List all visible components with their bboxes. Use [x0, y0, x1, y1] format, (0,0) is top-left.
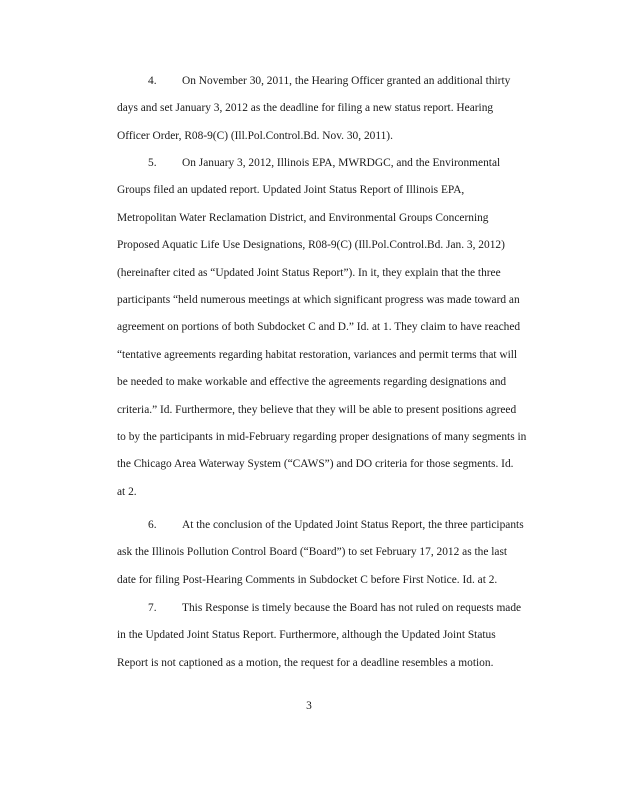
- paragraph-line: at 2.: [117, 485, 137, 498]
- paragraph-line: criteria.” Id. Furthermore, they believe that they will be able to present positions agreed: [117, 403, 517, 416]
- paragraph-4: [117, 68, 547, 150]
- paragraph-line: to by the participants in mid-February regarding proper designations of many segments in: [117, 431, 527, 444]
- paragraph-number: 4.: [148, 75, 157, 87]
- paragraph-line: days and set January 3, 2012 as the deadline for filing a new status report. Hearing: [117, 102, 494, 115]
- paragraph-first-line: 5. On January 3, 2012, Illinois EPA, MWRDGC, and the Environmental: [117, 150, 547, 177]
- page-number: 3: [306, 700, 312, 712]
- paragraph-first-line: 7. This Response is timely because the Board has not ruled on requests made: [117, 595, 547, 622]
- paragraph-7: [117, 595, 547, 677]
- paragraph-line: Report is not captioned as a motion, the request for a deadline resembles a motion.: [117, 656, 494, 669]
- paragraph-6: [117, 512, 547, 594]
- paragraph-line: participants “held numerous meetings at which significant progress was made toward an: [117, 294, 520, 307]
- paragraph-line: Groups filed an updated report. Updated Joint Status Report of Illinois EPA,: [117, 184, 465, 197]
- paragraph-line: ask the Illinois Pollution Control Board (“Board”) to set February 17, 2012 as the last: [117, 546, 508, 559]
- paragraph-line: date for filing Post-Hearing Comments in Subdocket C before First Notice. Id. at 2.: [117, 573, 498, 586]
- paragraph-line: Officer Order, R08-9(C) (Ill.Pol.Control.Bd. Nov. 30, 2011).: [117, 129, 393, 142]
- paragraph-line: “tentative agreements regarding habitat restoration, variances and permit terms that will: [117, 348, 518, 361]
- paragraph-5: [117, 150, 547, 506]
- paragraph-line: the Chicago Area Waterway System (“CAWS”) and DO criteria for those segments. Id.: [117, 458, 514, 471]
- paragraph-line: in the Updated Joint Status Report. Furthermore, although the Updated Joint Status: [117, 629, 496, 642]
- paragraph-line: (hereinafter cited as “Updated Joint Status Report”). In it, they explain that the three: [117, 266, 501, 279]
- paragraph-first-line: 4. On November 30, 2011, the Hearing Officer granted an additional thirty: [117, 68, 547, 95]
- paragraph-line: be needed to make workable and effective the agreements regarding designations and: [117, 376, 507, 389]
- paragraph-line: Proposed Aquatic Life Use Designations, R08-9(C) (Ill.Pol.Control.Bd. Jan. 3, 2012): [117, 239, 505, 252]
- paragraph-line: agreement on portions of both Subdocket C and D.” Id. at 1. They claim to have reached: [117, 321, 521, 334]
- paragraph-number: 5.: [148, 157, 157, 169]
- paragraph-number: 6.: [148, 519, 157, 531]
- paragraph-first-line: 6. At the conclusion of the Updated Joint Status Report, the three participants: [117, 512, 547, 539]
- paragraph-number: 7.: [148, 602, 157, 614]
- paragraph-line: Metropolitan Water Reclamation District, and Environmental Groups Concerning: [117, 211, 489, 224]
